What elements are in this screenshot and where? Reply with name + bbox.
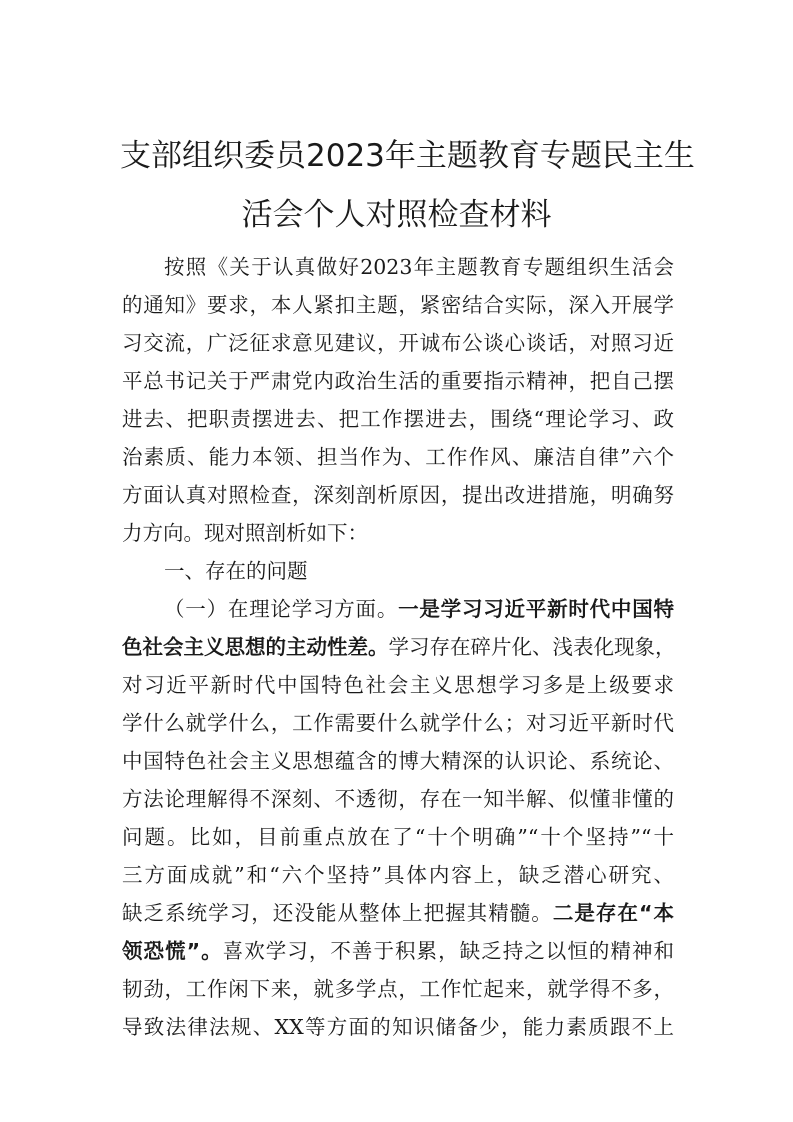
intro-line: 按照《关于认真做好2023年主题教育专题组织生活会 xyxy=(164,255,674,279)
bold-point: 一是学习习近平新时代中国特 xyxy=(398,597,674,621)
bold-point: 二是存在“本 xyxy=(552,901,674,925)
bold-point: 色社会主义思想的主动性差。 xyxy=(122,635,389,659)
section-heading: 一、存在的问题 xyxy=(164,559,308,583)
intro-line: 习交流，广泛征求意见建议，开诚布公谈心谈话，对照习近 xyxy=(122,331,674,355)
body-line: 方法论理解得不深刻、不透彻，存在一知半解、似懂非懂的 xyxy=(122,787,674,811)
bold-point: 领恐慌”。 xyxy=(122,939,223,963)
body-line: 对习近平新时代中国特色社会主义思想学习多是上级要求 xyxy=(122,673,674,697)
body-text: 缺乏系统学习，还没能从整体上把握其精髓。 xyxy=(122,901,553,925)
intro-line: 治素质、能力本领、担当作为、工作作风、廉洁自律”六个 xyxy=(122,445,674,469)
intro-line: 平总书记关于严肃党内政治生活的重要指示精神，把自己摆 xyxy=(122,369,674,393)
body-text: 学习存在碎片化、浅表化现象， xyxy=(388,635,676,659)
document-title-line-2: 活会个人对照检查材料 xyxy=(241,197,552,233)
body-line: 问题。比如，目前重点放在了“十个明确”“十个坚持”“十 xyxy=(122,825,674,849)
body-line: 导致法律法规、XX等方面的知识储备少，能力素质跟不上 xyxy=(122,1015,674,1039)
intro-line: 方面认真对照检查，深刻剖析原因，提出改进措施，明确努 xyxy=(122,483,674,507)
body-line xyxy=(164,590,674,628)
body-line xyxy=(122,894,674,932)
intro-line: 力方向。现对照剖析如下： xyxy=(122,521,368,545)
intro-line: 进去、把职责摆进去、把工作摆进去，围绕“理论学习、政 xyxy=(122,407,674,431)
body-line: 三方面成就”和“六个坚持”具体内容上，缺乏潜心研究、 xyxy=(122,863,674,887)
body-line: 学什么就学什么，工作需要什么就学什么；对习近平新时代 xyxy=(122,711,674,735)
body-line: 韧劲，工作闲下来，就多学点，工作忙起来，就学得不多， xyxy=(122,977,674,1001)
body-line xyxy=(122,932,674,970)
body-line: 中国特色社会主义思想蕴含的博大精深的认识论、系统论、 xyxy=(122,749,674,773)
intro-line: 的通知》要求，本人紧扣主题，紧密结合实际，深入开展学 xyxy=(122,293,674,317)
body-line xyxy=(122,628,674,666)
body-text: 喜欢学习，不善于积累，缺乏持之以恒的精神和 xyxy=(222,939,674,963)
document-title-line-1: 支部组织委员2023年主题教育专题民主生 xyxy=(120,138,695,174)
subsection-label: （一）在理论学习方面。 xyxy=(164,597,399,621)
